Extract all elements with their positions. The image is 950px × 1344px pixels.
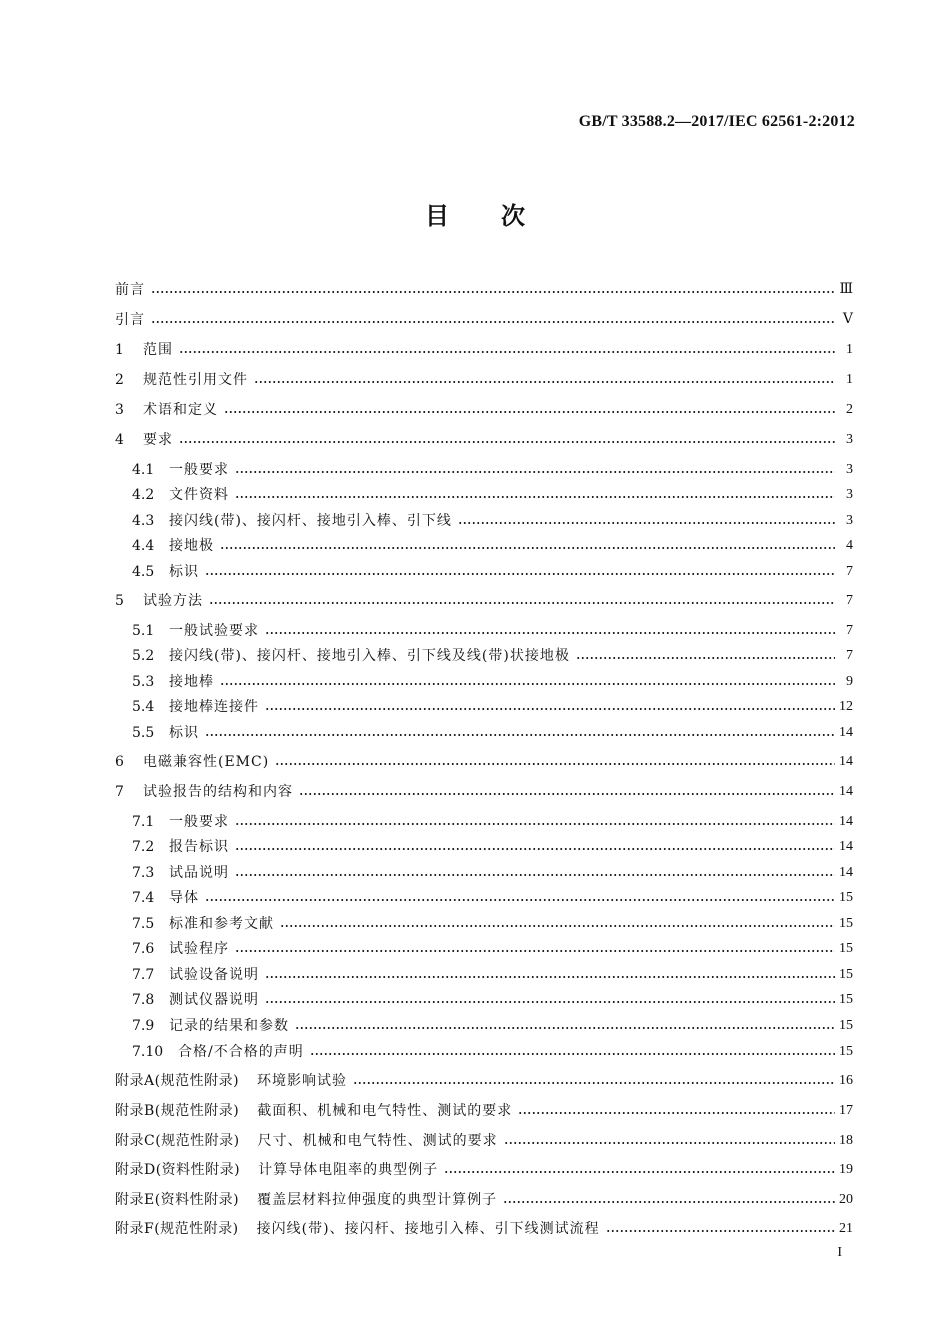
- toc-page-number: 15: [839, 967, 853, 982]
- standard-number: GB/T 33588.2—2017/IEC 62561-2:2012: [578, 113, 855, 130]
- toc-entry[interactable]: [132, 1013, 853, 1035]
- toc-page-number: 15: [839, 941, 853, 956]
- toc-entry-label: 标准和参考文献: [169, 916, 274, 932]
- toc-dot-leader: [299, 792, 835, 796]
- toc-entry-label: 一般要求: [169, 462, 229, 478]
- toc-page-number: 7: [846, 648, 853, 663]
- toc-entry-number: 7.8: [132, 992, 155, 1008]
- toc-entry[interactable]: [132, 860, 853, 882]
- toc-page-number: 17: [839, 1103, 853, 1118]
- toc-entry-number: 7.3: [132, 865, 155, 881]
- toc-entry-label: 测试仪器说明: [169, 992, 259, 1008]
- toc-annex-type: 附录A(规范性附录): [115, 1073, 240, 1089]
- toc-dot-leader: [205, 572, 835, 576]
- toc-entry-label: 试品说明: [169, 865, 229, 881]
- toc-entry[interactable]: [132, 1039, 853, 1061]
- toc-page-number: 9: [846, 674, 853, 689]
- toc-dot-leader: [444, 1170, 835, 1174]
- toc-entry[interactable]: [132, 834, 853, 856]
- toc-entry-label: [115, 1161, 442, 1179]
- toc-dot-leader: [254, 380, 835, 384]
- toc-annex-title: 覆盖层材料拉伸强度的典型计算例子: [257, 1192, 498, 1208]
- toc-entry-label: 试验设备说明: [169, 967, 259, 983]
- toc-entry-label: 范围: [143, 342, 173, 358]
- toc-entry[interactable]: [115, 397, 853, 419]
- toc-entry[interactable]: [115, 1157, 853, 1179]
- toc-entry-number: 7.5: [132, 916, 155, 932]
- toc-dot-leader: [235, 470, 835, 474]
- toc-annex-title: 计算导体电阻率的典型例子: [258, 1162, 439, 1178]
- toc-dot-leader: [275, 762, 835, 766]
- toc-entry-number: 7.4: [132, 890, 155, 906]
- toc-page-number: 3: [846, 462, 853, 477]
- toc-entry[interactable]: [115, 367, 853, 389]
- toc-entry[interactable]: [115, 337, 853, 359]
- toc-entry[interactable]: [132, 482, 853, 504]
- toc-dot-leader: [310, 1052, 835, 1056]
- toc-dot-leader: [265, 1000, 835, 1004]
- toc-dot-leader: [518, 1111, 835, 1115]
- toc-entry-label: 一般要求: [169, 814, 229, 830]
- toc-entry-number: 5: [115, 593, 124, 609]
- toc-page-number: 7: [846, 593, 853, 608]
- toc-dot-leader: [179, 440, 835, 444]
- toc-dot-leader: [606, 1229, 835, 1233]
- toc-page-number: Ⅲ: [839, 282, 853, 297]
- toc-entry-label: 一般试验要求: [169, 623, 259, 639]
- toc-entry[interactable]: [115, 277, 853, 299]
- toc-entry-number: 1: [115, 342, 124, 358]
- toc-dot-leader: [220, 682, 835, 686]
- toc-annex-title: 环境影响试验: [257, 1073, 348, 1089]
- toc-page-number: 1: [846, 372, 853, 387]
- toc-entry-label: 规范性引用文件: [143, 372, 248, 388]
- toc-entry-label: 记录的结果和参数: [169, 1018, 289, 1034]
- toc-page-number: 3: [846, 487, 853, 502]
- toc-entry-label: [115, 1072, 351, 1090]
- toc-page-number: 4: [846, 538, 853, 553]
- toc-entry[interactable]: [115, 1098, 853, 1120]
- toc-entry-number: 4.1: [132, 462, 155, 478]
- toc-annex-type: 附录B(规范性附录): [115, 1103, 240, 1119]
- toc-page-number: Ⅴ: [842, 312, 853, 327]
- toc-entry-label: 试验方法: [143, 593, 203, 609]
- toc-page-number: 7: [846, 564, 853, 579]
- toc-dot-leader: [235, 847, 835, 851]
- toc-entry[interactable]: [115, 427, 853, 449]
- toc-page-number: 15: [839, 916, 853, 931]
- toc-entry-label: 试验报告的结构和内容: [143, 784, 293, 800]
- toc-page-number: 14: [839, 865, 853, 880]
- toc-dot-leader: [235, 495, 835, 499]
- toc-entry[interactable]: [115, 307, 853, 329]
- toc-entry[interactable]: [115, 1068, 853, 1090]
- toc-page-number: 19: [839, 1162, 853, 1177]
- toc-entry-number: 7.9: [132, 1018, 155, 1034]
- toc-entry-label: 标识: [169, 564, 199, 580]
- toc-entry-number: 7.10: [132, 1044, 164, 1060]
- toc-entry[interactable]: [132, 720, 853, 742]
- toc-annex-type: 附录C(规范性附录): [115, 1133, 240, 1149]
- toc-entry-number: 6: [115, 754, 124, 770]
- toc-dot-leader: [205, 898, 835, 902]
- toc-page-number: 16: [839, 1073, 853, 1088]
- toc-page-number: 1: [846, 342, 853, 357]
- toc-entry-label: 电磁兼容性(EMC): [143, 754, 270, 770]
- toc-entry-number: 7.2: [132, 839, 155, 855]
- toc-entry-label: 报告标识: [169, 839, 229, 855]
- toc-entry-label: [115, 1132, 502, 1150]
- toc-annex-type: 附录F(规范性附录): [115, 1221, 239, 1237]
- toc-dot-leader: [503, 1200, 835, 1204]
- toc-entry-number: 7.7: [132, 967, 155, 983]
- page-number: I: [837, 1245, 842, 1260]
- toc-page-number: 3: [846, 432, 853, 447]
- toc-page-number: 3: [846, 513, 853, 528]
- toc-entry[interactable]: [132, 809, 853, 831]
- toc-entry[interactable]: [115, 1187, 853, 1209]
- toc-entry[interactable]: [132, 911, 853, 933]
- toc-page-number: 15: [839, 890, 853, 905]
- toc-page-number: 12: [839, 699, 853, 714]
- toc-dot-leader: [151, 320, 835, 324]
- toc-page-number: 18: [839, 1133, 853, 1148]
- toc-entry[interactable]: [132, 987, 853, 1009]
- toc-entry[interactable]: [132, 533, 853, 555]
- toc-entry-label: 要求: [143, 432, 173, 448]
- toc-page-number: 2: [846, 402, 853, 417]
- toc-entry[interactable]: [132, 936, 853, 958]
- toc-page-number: 21: [839, 1221, 853, 1236]
- toc-page-number: 15: [839, 992, 853, 1007]
- toc-entry-label: [115, 1220, 604, 1238]
- toc-entry-number: 4.4: [132, 538, 155, 554]
- toc-entry-number: 5.5: [132, 725, 155, 741]
- toc-entry-number: 7.6: [132, 941, 155, 957]
- toc-entry-label: 接地极: [169, 538, 214, 554]
- toc-page-number: 14: [839, 725, 853, 740]
- toc-entry-label: [115, 1102, 516, 1120]
- toc-entry[interactable]: [132, 559, 853, 581]
- toc-entry-number: 5.4: [132, 699, 155, 715]
- toc-entry-label: [115, 1191, 501, 1209]
- toc-dot-leader: [265, 631, 835, 635]
- toc-entry-label: 标识: [169, 725, 199, 741]
- toc-annex-title: 截面积、机械和电气特性、测试的要求: [257, 1103, 513, 1119]
- toc-entry-label: 术语和定义: [143, 402, 218, 418]
- toc-entry[interactable]: [115, 749, 853, 771]
- toc-annex-type: 附录E(资料性附录): [115, 1192, 240, 1208]
- toc-dot-leader: [458, 521, 835, 525]
- toc-entry[interactable]: [115, 588, 853, 610]
- toc-entry[interactable]: [115, 1216, 853, 1238]
- toc-entry[interactable]: [132, 885, 853, 907]
- toc-entry-label: 接闪线(带)、接闪杆、接地引入棒、引下线: [169, 513, 452, 529]
- toc-entry-number: 5.3: [132, 674, 155, 690]
- toc-dot-leader: [576, 656, 835, 660]
- page-title: 目次: [425, 202, 577, 230]
- toc-entry-number: 5.2: [132, 648, 155, 664]
- toc-entry-label: 前言: [115, 282, 145, 298]
- toc-dot-leader: [280, 924, 835, 928]
- toc-entry[interactable]: [132, 669, 853, 691]
- toc-dot-leader: [235, 949, 835, 953]
- toc-dot-leader: [295, 1026, 835, 1030]
- toc-dot-leader: [151, 290, 835, 294]
- toc-dot-leader: [353, 1081, 835, 1085]
- toc-entry[interactable]: [132, 643, 853, 665]
- toc-entry-label: 导体: [169, 890, 199, 906]
- toc-dot-leader: [209, 601, 835, 605]
- toc-dot-leader: [265, 975, 835, 979]
- toc-annex-title: 接闪线(带)、接闪杆、接地引入棒、引下线测试流程: [256, 1221, 600, 1237]
- toc-entry[interactable]: [132, 457, 853, 479]
- toc-dot-leader: [205, 733, 835, 737]
- toc-entry-number: 2: [115, 372, 124, 388]
- toc-entry-number: 5.1: [132, 623, 155, 639]
- toc-page-number: 15: [839, 1018, 853, 1033]
- toc-dot-leader: [235, 822, 835, 826]
- toc-dot-leader: [220, 546, 835, 550]
- toc-page-number: 14: [839, 784, 853, 799]
- toc-entry-label: 接地棒: [169, 674, 214, 690]
- toc-entry[interactable]: [132, 508, 853, 530]
- toc-dot-leader: [224, 410, 835, 414]
- toc-annex-type: 附录D(资料性附录): [115, 1162, 241, 1178]
- toc-entry-number: 3: [115, 402, 124, 418]
- toc-entry[interactable]: [115, 1128, 853, 1150]
- toc-entry-label: 文件资料: [169, 487, 229, 503]
- toc-entry-number: 4.3: [132, 513, 155, 529]
- toc-page-number: 14: [839, 754, 853, 769]
- toc-entry-label: 接地棒连接件: [169, 699, 259, 715]
- toc-entry-label: 合格/不合格的声明: [178, 1044, 304, 1060]
- toc-entry-number: 4.5: [132, 564, 155, 580]
- toc-entry[interactable]: [132, 618, 853, 640]
- toc-entry-number: 7.1: [132, 814, 155, 830]
- toc-entry-label: 接闪线(带)、接闪杆、接地引入棒、引下线及线(带)状接地极: [169, 648, 570, 664]
- toc-page-number: 15: [839, 1044, 853, 1059]
- toc-page-number: 20: [839, 1192, 853, 1207]
- toc-dot-leader: [504, 1141, 835, 1145]
- toc-page-number: 14: [839, 814, 853, 829]
- toc-dot-leader: [179, 350, 835, 354]
- toc-entry-number: 7: [115, 784, 124, 800]
- toc-page-number: 7: [846, 623, 853, 638]
- toc-page-number: 14: [839, 839, 853, 854]
- toc-dot-leader: [265, 707, 835, 711]
- toc-entry-label: 试验程序: [169, 941, 229, 957]
- toc-entry[interactable]: [132, 694, 853, 716]
- toc-entry[interactable]: [132, 962, 853, 984]
- toc-entry-number: 4.2: [132, 487, 155, 503]
- toc-annex-title: 尺寸、机械和电气特性、测试的要求: [257, 1133, 498, 1149]
- toc-entry[interactable]: [115, 779, 853, 801]
- toc-entry-label: 引言: [115, 312, 145, 328]
- toc-entry-number: 4: [115, 432, 124, 448]
- toc-dot-leader: [235, 873, 835, 877]
